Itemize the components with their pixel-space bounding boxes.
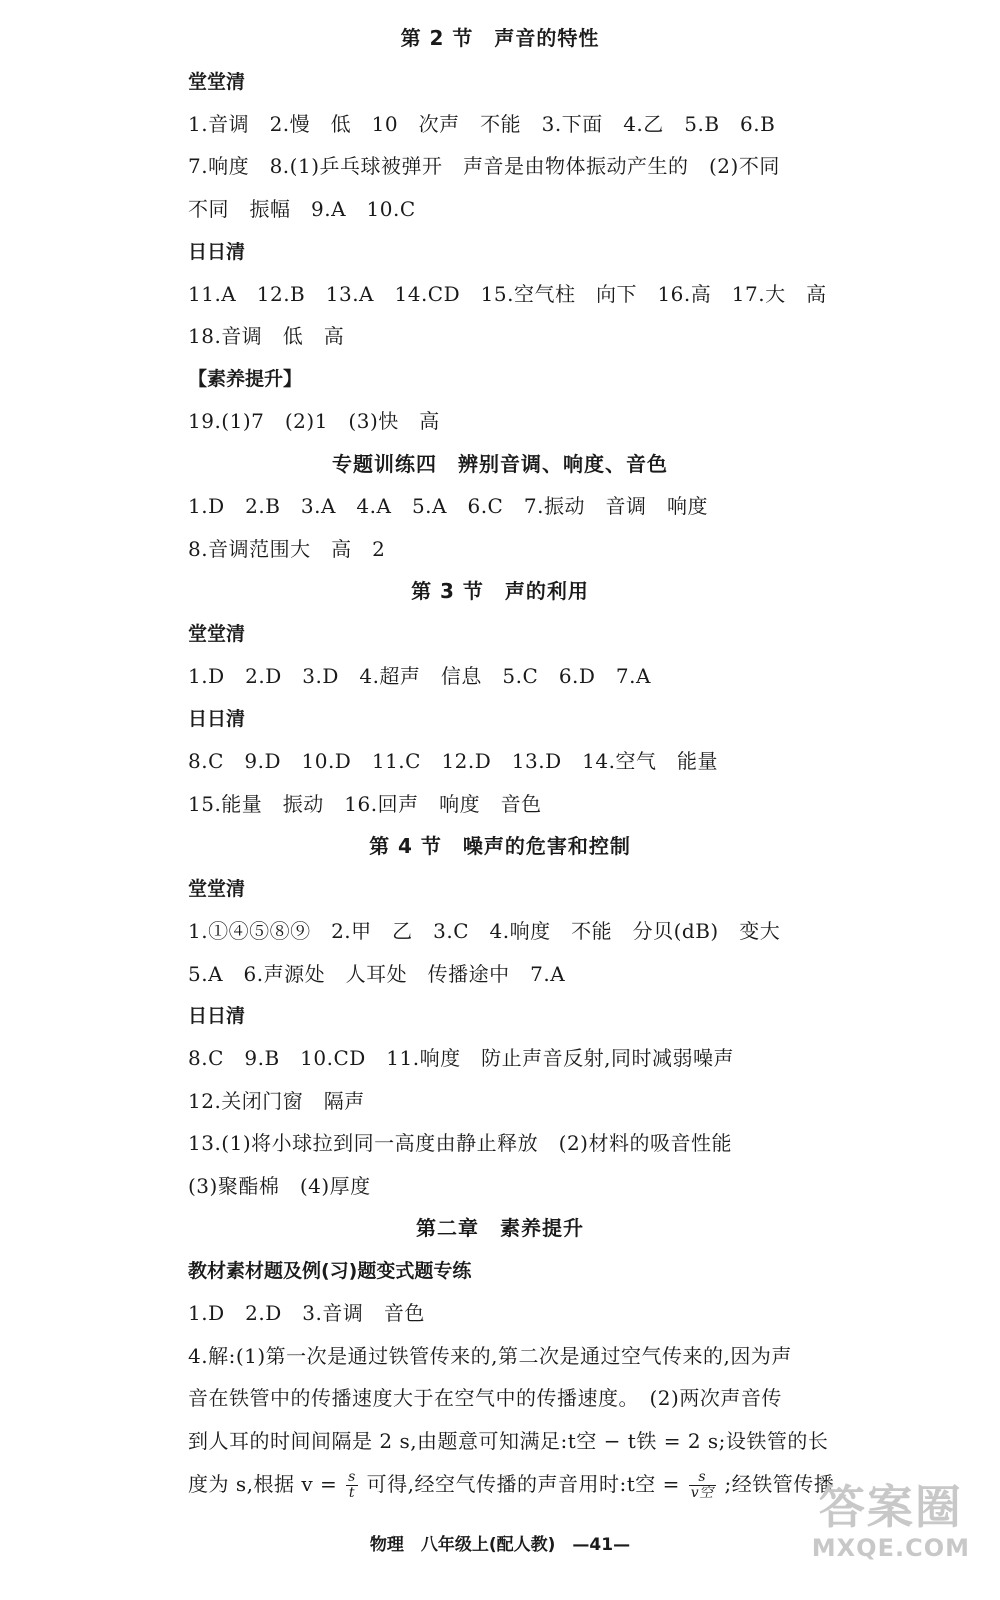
answer-line: 19.(1)7 (2)1 (3)快 高 <box>188 409 440 433</box>
solution-line: 到人耳的时间间隔是 2 s,由题意可知满足:t空 − t铁 = 2 s;设铁管的长 <box>188 1429 829 1453</box>
answer-line: 1.①④⑤⑧⑨ 2.甲 乙 3.C 4.响度 不能 分贝(dB) 变大 <box>188 919 781 943</box>
answer-line: 8.C 9.D 10.D 11.C 12.D 13.D 14.空气 能量 <box>188 749 718 773</box>
fraction-numerator: s <box>348 1469 356 1485</box>
fraction-numerator: s <box>689 1470 716 1486</box>
fraction-denominator: v空 <box>690 1485 714 1501</box>
answer-line: 15.能量 振动 16.回声 响度 音色 <box>188 792 542 816</box>
fraction-s-over-t <box>346 1470 358 1501</box>
answer-line: 13.(1)将小球拉到同一高度由静止释放 (2)材料的吸音性能 <box>188 1131 732 1155</box>
section-title-2: 第 2 节 声音的特性 <box>400 26 600 50</box>
solution-text: ;经铁管传播 <box>724 1472 835 1496</box>
subheading-tangtangqing: 堂堂清 <box>188 623 246 645</box>
solution-text: 可得,经空气传播的声音用时:t空 = <box>366 1472 680 1496</box>
watermark-url: MXQE.COM <box>811 1534 970 1562</box>
answer-line: 8.音调范围大 高 2 <box>188 537 386 561</box>
solution-line: 音在铁管中的传播速度大于在空气中的传播速度。 (2)两次声音传 <box>188 1386 782 1410</box>
answer-line: 18.音调 低 高 <box>188 324 345 348</box>
answer-line: 8.C 9.B 10.CD 11.响度 防止声音反射,同时减弱噪声 <box>188 1046 734 1070</box>
subheading-ririqing: 日日清 <box>188 241 246 263</box>
solution-line: 4.解:(1)第一次是通过铁管传来的,第二次是通过空气传来的,因为声 <box>188 1344 792 1368</box>
section-title-topic4: 专题训练四 辨别音调、响度、音色 <box>332 452 668 476</box>
chapter-title: 第二章 素养提升 <box>416 1216 584 1240</box>
fraction-denominator: t <box>348 1485 356 1501</box>
answer-line: 1.音调 2.慢 低 10 次声 不能 3.下面 4.乙 5.B 6.B <box>188 112 776 136</box>
page-footer: 物理 八年级上(配人教) —41— <box>369 1535 631 1555</box>
answer-line: 1.D 2.B 3.A 4.A 5.A 6.C 7.振动 音调 响度 <box>188 494 708 518</box>
answer-line: 12.关闭门窗 隔声 <box>188 1089 365 1113</box>
watermark-logo: 答案圈 <box>818 1480 963 1534</box>
fraction-s-over-v <box>689 1470 716 1501</box>
answer-line: 11.A 12.B 13.A 14.CD 15.空气柱 向下 16.高 17.大 高 <box>188 282 827 306</box>
subheading-exercises: 教材素材题及例(习)题变式题专练 <box>188 1260 472 1282</box>
subheading-ririqing: 日日清 <box>188 1005 246 1027</box>
answer-line: 1.D 2.D 3.D 4.超声 信息 5.C 6.D 7.A <box>188 664 651 688</box>
section-title-4: 第 4 节 噪声的危害和控制 <box>369 834 631 858</box>
solution-text: 度为 s,根据 v = <box>188 1472 338 1496</box>
subheading-tangtangqing: 堂堂清 <box>188 71 246 93</box>
answer-line: 7.响度 8.(1)乒乓球被弹开 声音是由物体振动产生的 (2)不同 <box>188 154 780 178</box>
subheading-tangtangqing: 堂堂清 <box>188 878 246 900</box>
answer-line: 不同 振幅 9.A 10.C <box>188 197 416 221</box>
section-title-3: 第 3 节 声的利用 <box>411 579 589 603</box>
solution-line-with-fractions <box>188 1466 850 1502</box>
answer-line: 5.A 6.声源处 人耳处 传播途中 7.A <box>188 962 566 986</box>
subheading-suyang: 【素养提升】 <box>188 368 303 390</box>
answer-line: 1.D 2.D 3.音调 音色 <box>188 1301 425 1325</box>
subheading-ririqing: 日日清 <box>188 708 246 730</box>
answer-line: (3)聚酯棉 (4)厚度 <box>188 1174 371 1198</box>
